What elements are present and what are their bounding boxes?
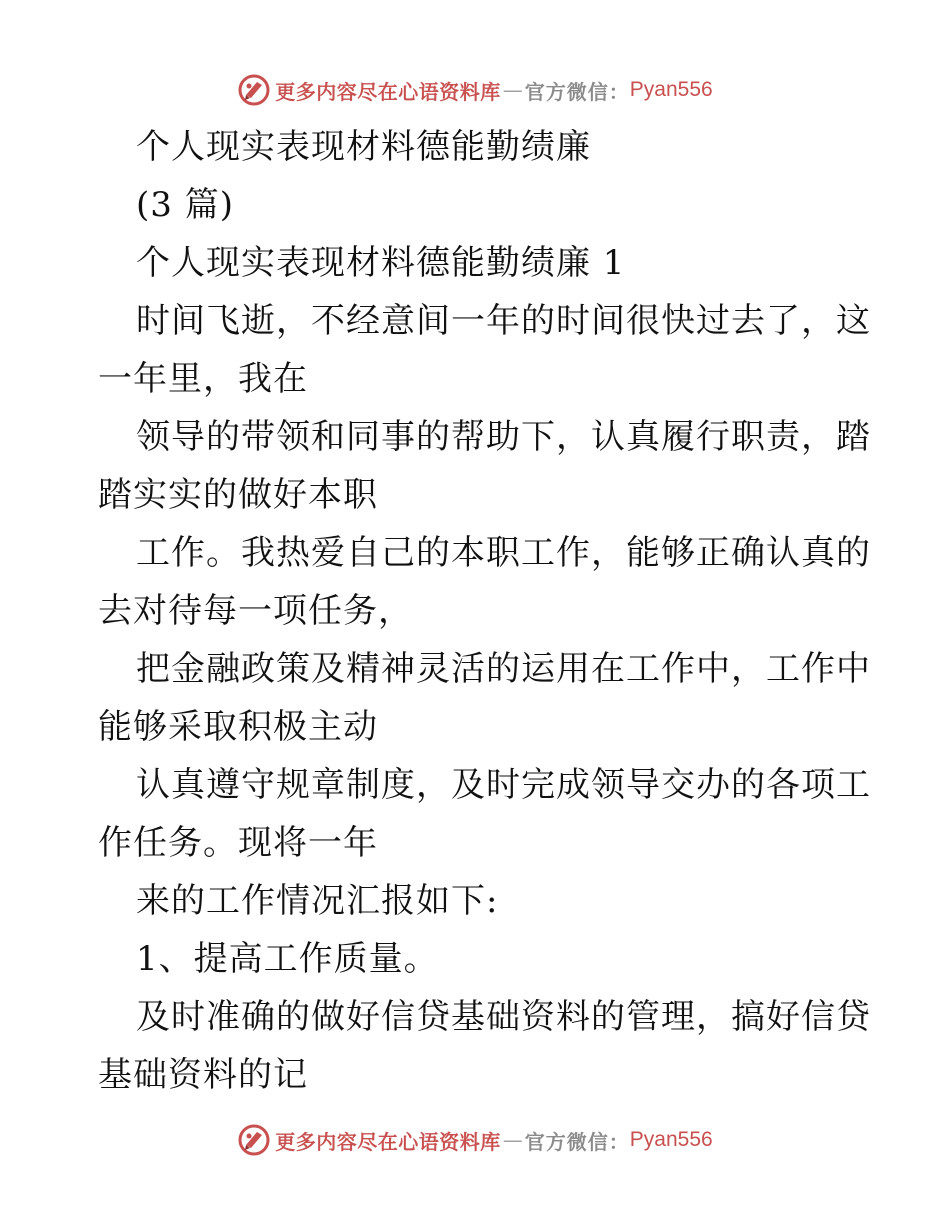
watermark-main-text: 更多内容尽在心语资料库 (275, 1129, 501, 1154)
document-line: 能够采取积极主动 (98, 707, 378, 747)
document-line: 把金融政策及精神灵活的运用在工作中，工作中 (136, 649, 871, 689)
document-line: 来的工作情况汇报如下: (136, 881, 499, 921)
document-line: 工作。我热爱自己的本职工作，能够正确认真的 (136, 533, 871, 573)
document-line: 及时准确的做好信贷基础资料的管理，搞好信贷 (136, 997, 871, 1037)
book-pen-logo-icon (237, 1123, 271, 1157)
document-line: 领导的带领和同事的帮助下，认真履行职责，踏 (136, 417, 871, 457)
watermark-wechat-id: Pyan556 (629, 78, 713, 101)
document-line: 基础资料的记 (98, 1055, 308, 1095)
document-line: (3 篇) (136, 185, 234, 225)
header-watermark (0, 70, 950, 110)
document-line: 个人现实表现材料德能勤绩廉 1 (136, 243, 626, 283)
document-line: 去对待每一项任务， (98, 591, 413, 631)
document-line: 一年里，我在 (98, 359, 308, 399)
document-line: 作任务。现将一年 (98, 823, 378, 863)
watermark-main-text: 更多内容尽在心语资料库 (275, 79, 501, 104)
watermark-dash: — (502, 78, 523, 102)
document-body (98, 118, 871, 1104)
book-pen-logo-icon (237, 73, 271, 107)
document-line: 认真遵守规章制度，及时完成领导交办的各项工 (136, 765, 871, 805)
footer-watermark (0, 1120, 950, 1160)
watermark-dash: — (502, 1128, 523, 1152)
watermark-wechat-id: Pyan556 (629, 1128, 713, 1151)
document-line: 时间飞逝，不经意间一年的时间很快过去了，这 (136, 301, 871, 341)
watermark-sub-text: 官方微信： (524, 79, 630, 104)
document-line: 踏实实的做好本职 (98, 475, 378, 515)
document-line: 个人现实表现材料德能勤绩廉 (136, 127, 591, 167)
watermark-sub-text: 官方微信： (524, 1129, 630, 1154)
document-line: 1、提高工作质量。 (136, 939, 439, 979)
